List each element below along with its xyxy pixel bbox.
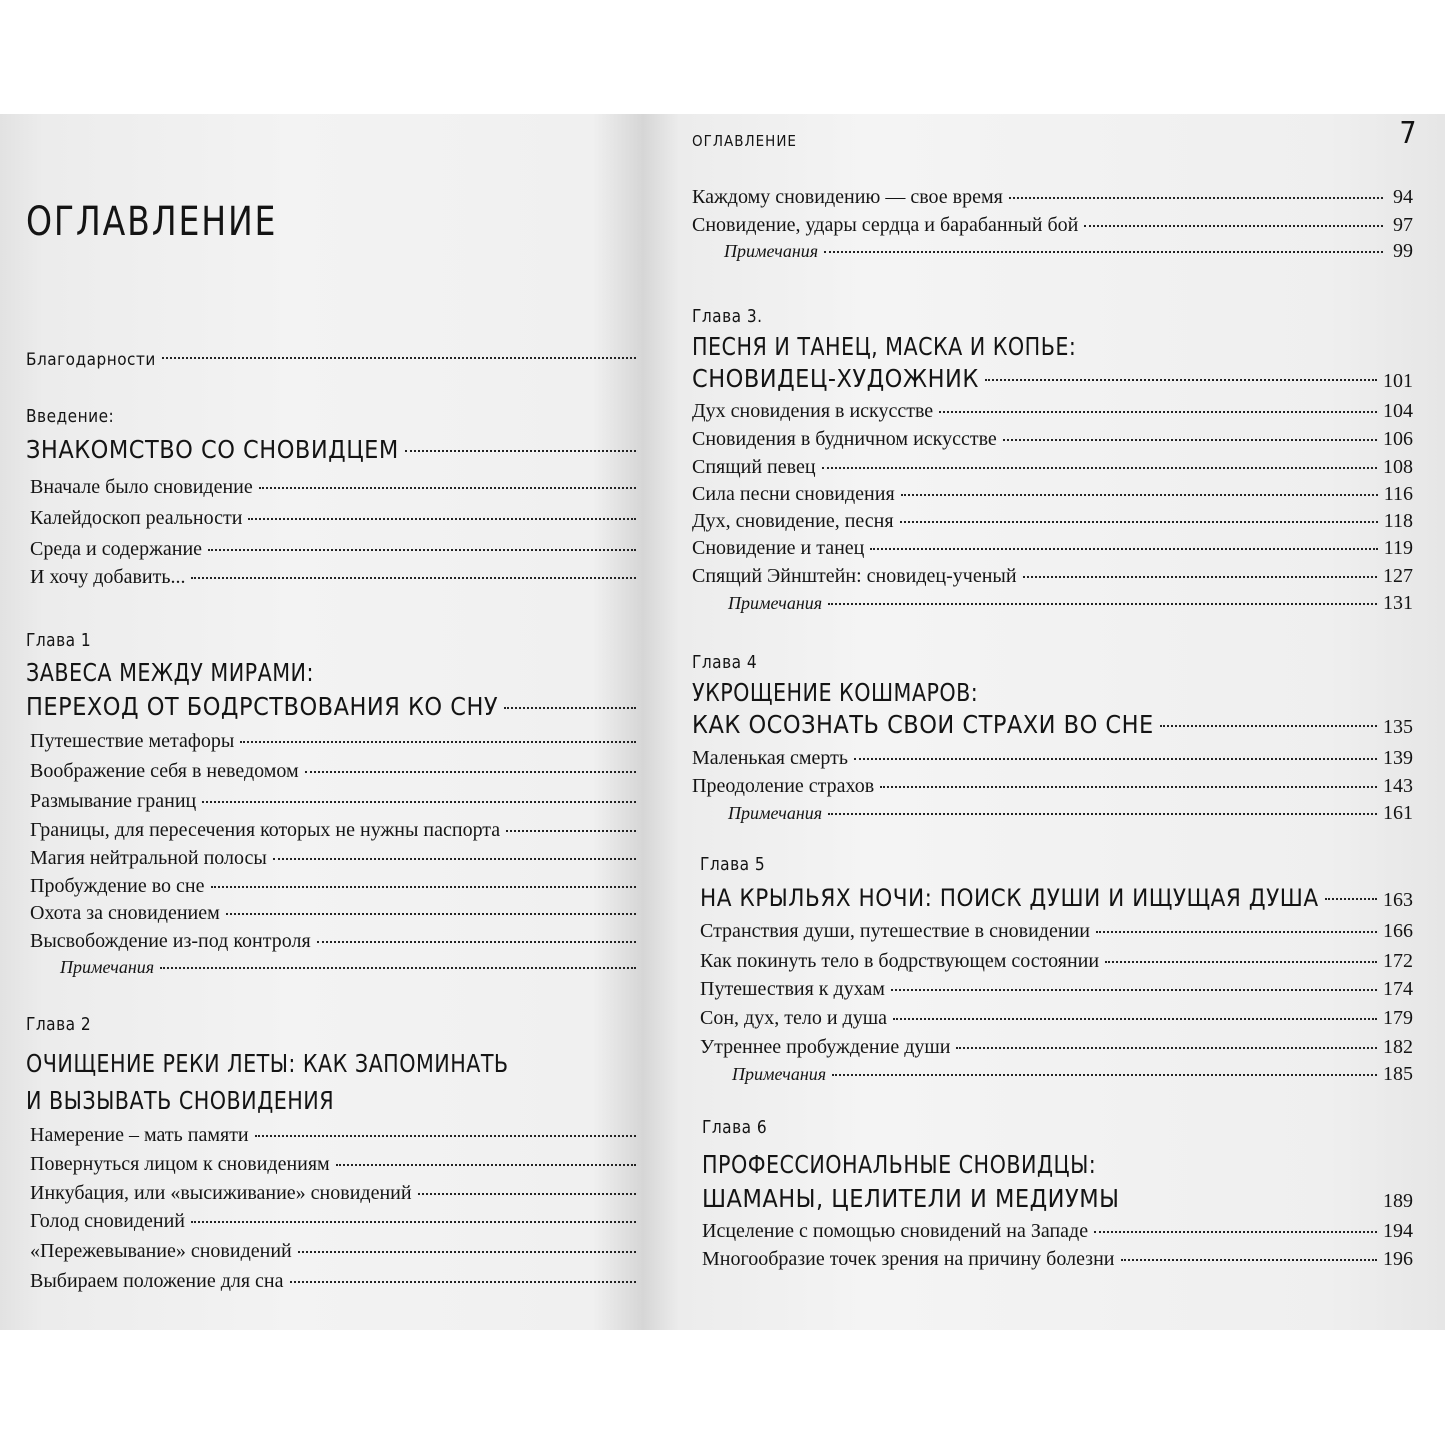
chapter-1-title: ЗАВЕСА МЕЖДУ МИРАМИ: (26, 658, 314, 687)
dot-leader (1084, 225, 1383, 227)
section-title: КАК ОСОЗНАТЬ СВОИ СТРАХИ ВО СНЕ (692, 710, 1154, 739)
dot-leader (226, 913, 636, 915)
right-page (668, 114, 1445, 1330)
toc-entry[interactable] (700, 978, 1413, 1001)
toc-entry-text: Путешествие метафоры (30, 730, 235, 752)
dot-leader (506, 830, 636, 832)
chapter-2-label: Глава 2 (26, 1014, 92, 1035)
toc-page-number: 166 (1383, 920, 1413, 942)
toc-entry-text: Вначале было сновидение (30, 476, 253, 498)
chapter-6-label: Глава 6 (702, 1117, 768, 1138)
toc-entry-text: Воображение себя в неведомом (30, 760, 299, 782)
toc-page-number: 116 (1383, 483, 1413, 505)
dot-leader (901, 494, 1378, 496)
toc-page-number: 135 (1383, 716, 1413, 738)
dot-leader (1121, 1259, 1378, 1261)
toc-entry-text: Намерение – мать памяти (30, 1124, 249, 1146)
toc-page-number: 97 (1393, 214, 1413, 236)
toc-page-number: 139 (1383, 747, 1413, 769)
toc-entry[interactable] (692, 747, 1413, 770)
dot-leader (891, 989, 1377, 991)
dot-leader (854, 758, 1377, 760)
dot-leader (1023, 576, 1377, 578)
toc-entry[interactable] (30, 1270, 642, 1293)
dot-leader (1003, 439, 1377, 441)
toc-entry[interactable] (692, 456, 1413, 479)
dot-leader (504, 707, 636, 709)
dot-leader (418, 1193, 636, 1195)
dot-leader (1009, 197, 1383, 199)
toc-entry[interactable] (702, 1220, 1413, 1243)
dot-leader (832, 1074, 1377, 1076)
toc-entry-text: Примечания (728, 803, 823, 823)
toc-entry-text: Размывание границ (30, 790, 197, 812)
chapter-3-title: ПЕСНЯ И ТАНЕЦ, МАСКА И КОПЬЕ: (692, 332, 1077, 361)
dot-leader (1094, 1231, 1377, 1233)
dot-leader (259, 487, 636, 489)
toc-page-number: 179 (1383, 1007, 1413, 1029)
dot-leader (939, 411, 1377, 413)
dot-leader (1105, 961, 1377, 963)
toc-entry[interactable] (692, 537, 1413, 560)
dot-leader (828, 603, 1377, 605)
toc-entry[interactable] (30, 1210, 642, 1233)
dot-leader (160, 967, 636, 969)
dot-leader (828, 813, 1377, 815)
toc-entry[interactable] (30, 1240, 642, 1263)
toc-entry[interactable] (30, 819, 642, 842)
toc-entry[interactable] (30, 790, 642, 813)
toc-page-number: 163 (1383, 889, 1413, 911)
dot-leader (317, 941, 636, 943)
toc-notes[interactable] (60, 957, 642, 978)
toc-page-number: 161 (1383, 802, 1413, 824)
toc-entry[interactable] (700, 1007, 1413, 1030)
toc-page-number: 104 (1383, 400, 1413, 422)
toc-entry-text: Спящий Эйнштейн: сновидец-ученый (692, 565, 1017, 587)
toc-entry[interactable] (30, 760, 642, 783)
toc-entry-text: Повернуться лицом к сновидениям (30, 1153, 330, 1175)
toc-notes[interactable] (732, 1063, 1413, 1086)
toc-page-number: 196 (1383, 1248, 1413, 1270)
toc-entry-text: Странствия души, путешествие в сновидении (700, 920, 1090, 942)
dot-leader (211, 886, 636, 888)
dot-leader (893, 1018, 1377, 1020)
chapter-2-title: ОЧИЩЕНИЕ РЕКИ ЛЕТЫ: КАК ЗАПОМИНАТЬ (26, 1049, 509, 1078)
dot-leader (255, 1135, 636, 1137)
book-spread (0, 114, 1445, 1330)
toc-page-number: 118 (1383, 510, 1413, 532)
toc-page-number: 101 (1383, 370, 1413, 392)
toc-entry-text: И хочу добавить... (30, 566, 186, 588)
toc-entry-text: Выбираем положение для сна (30, 1270, 284, 1292)
chapter-6-title: ПРОФЕССИОНАЛЬНЫЕ СНОВИДЦЫ: (702, 1150, 1097, 1179)
toc-page-number: 94 (1393, 186, 1413, 208)
dot-leader (336, 1164, 636, 1166)
toc-entry-text: Примечания (60, 957, 155, 977)
chapter-3-label: Глава 3. (692, 306, 763, 327)
chapter-2-title: И ВЫЗЫВАТЬ СНОВИДЕНИЯ (26, 1086, 335, 1115)
toc-entry-text: Сновидение, удары сердца и барабанный бой (692, 214, 1079, 236)
dot-leader (880, 786, 1377, 788)
toc-entry[interactable] (30, 902, 642, 925)
section-title: ЗНАКОМСТВО СО СНОВИДЦЕМ (26, 435, 399, 464)
chapter-4-label: Глава 4 (692, 652, 758, 673)
dot-leader (1125, 1199, 1377, 1201)
toc-notes[interactable] (724, 240, 1413, 263)
toc-page-number: 172 (1383, 950, 1413, 972)
dot-leader (956, 1047, 1377, 1049)
dot-leader (824, 251, 1383, 253)
dot-leader (191, 577, 636, 579)
toc-entry-text: Исцеление с помощью сновидений на Западе (702, 1220, 1089, 1242)
toc-entry[interactable] (692, 775, 1413, 798)
toc-notes[interactable] (728, 592, 1413, 615)
toc-entry[interactable] (692, 565, 1413, 588)
dot-leader (208, 549, 636, 551)
toc-entry-text: Как покинуть тело в бодрствующем состоянии (700, 950, 1100, 972)
section-title: ПЕРЕХОД ОТ БОДРСТВОВАНИЯ КО СНУ (26, 692, 499, 721)
toc-chapter-4-title[interactable] (692, 710, 1413, 739)
intro-label: Введение: (26, 406, 115, 427)
toc-entry[interactable] (30, 538, 642, 561)
toc-entry[interactable] (700, 920, 1413, 943)
toc-page-number: 143 (1383, 775, 1413, 797)
dot-leader (191, 1221, 636, 1223)
toc-entry-text: Среда и содержание (30, 538, 203, 560)
toc-entry-label: Благодарности (26, 350, 156, 370)
toc-entry[interactable] (30, 566, 642, 589)
toc-entry-text: Охота за сновидением (30, 902, 220, 924)
toc-chapter-5-title[interactable] (700, 884, 1413, 912)
toc-page-number: 182 (1383, 1036, 1413, 1058)
toc-entry[interactable] (692, 186, 1413, 209)
toc-page-number: 99 (1393, 240, 1413, 262)
section-title: ШАМАНЫ, ЦЕЛИТЕЛИ И МЕДИУМЫ (702, 1184, 1120, 1213)
toc-entry[interactable] (30, 730, 642, 753)
page-title: ОГЛАВЛЕНИЕ (26, 199, 278, 245)
toc-entry[interactable] (30, 847, 642, 870)
toc-entry-text: Высвобождение из-под контроля (30, 930, 311, 952)
left-page (0, 114, 654, 1330)
toc-entry-text: Инкубация, или «высиживание» сновидений (30, 1182, 412, 1204)
toc-chapter-3-title[interactable] (692, 364, 1413, 393)
toc-entry-text: Сновидения в будничном искусстве (692, 428, 997, 450)
toc-entry[interactable] (700, 1036, 1413, 1059)
section-title: СНОВИДЕЦ-ХУДОЖНИК (692, 364, 979, 393)
toc-entry-text: «Пережевывание» сновидений (30, 1240, 292, 1262)
toc-entry-text: Сила песни сновидения (692, 483, 895, 505)
toc-entry[interactable] (30, 476, 642, 499)
toc-entry-text: Сон, дух, тело и душа (700, 1007, 887, 1029)
toc-page-number: 131 (1383, 592, 1413, 614)
toc-notes[interactable] (728, 802, 1413, 825)
toc-entry-text: Маленькая смерть (692, 747, 849, 769)
toc-entry-text: Путешествия к духам (700, 978, 885, 1000)
dot-leader (248, 518, 636, 520)
toc-entry[interactable] (30, 507, 642, 530)
toc-entry[interactable] (692, 510, 1413, 533)
dot-leader (1160, 725, 1377, 727)
toc-entry-text: Калейдоскоп реальности (30, 507, 243, 529)
toc-acknowledgements[interactable] (26, 350, 642, 370)
dot-leader (405, 450, 636, 452)
dot-leader (870, 548, 1377, 550)
toc-entry[interactable] (30, 1124, 642, 1147)
toc-entry-text: Магия нейтральной полосы (30, 847, 267, 869)
toc-entry-text: Преодоление страхов (692, 775, 875, 797)
toc-entry-text: Дух, сновидение, песня (692, 510, 894, 532)
dot-leader (822, 467, 1377, 469)
toc-entry[interactable] (692, 214, 1413, 237)
toc-entry-text: Примечания (724, 241, 819, 261)
dot-leader (1325, 898, 1377, 900)
toc-page-number: 127 (1383, 565, 1413, 587)
dot-leader (305, 771, 636, 773)
toc-entry[interactable] (30, 1182, 642, 1205)
toc-entry-text: Дух сновидения в искусстве (692, 400, 934, 422)
toc-entry[interactable] (692, 400, 1413, 423)
toc-chapter-6-title[interactable] (702, 1184, 1413, 1213)
toc-entry[interactable] (702, 1248, 1413, 1271)
toc-chapter-1-title[interactable] (26, 692, 642, 721)
chapter-4-title: УКРОЩЕНИЕ КОШМАРОВ: (692, 678, 979, 707)
toc-page-number: 174 (1383, 978, 1413, 1000)
dot-leader (1096, 931, 1377, 933)
toc-entry[interactable] (700, 950, 1413, 973)
toc-page-number: 108 (1383, 456, 1413, 478)
dot-leader (273, 858, 636, 860)
page-number: 7 (1399, 116, 1417, 151)
toc-entry-text: Утреннее пробуждение души (700, 1036, 951, 1058)
toc-entry-text: Каждому сновидению — свое время (692, 186, 1003, 208)
section-title: НА КРЫЛЬЯХ НОЧИ: ПОИСК ДУШИ И ИЩУЩАЯ ДУША (700, 884, 1319, 912)
dot-leader (985, 379, 1377, 381)
toc-entry-text: Пробуждение во сне (30, 875, 205, 897)
toc-entry[interactable] (30, 1153, 642, 1176)
toc-page-number: 119 (1383, 537, 1413, 559)
dot-leader (202, 801, 636, 803)
toc-entry-text: Спящий певец (692, 456, 816, 478)
dot-leader (240, 741, 636, 743)
dot-leader (290, 1281, 636, 1283)
dot-leader (162, 357, 636, 359)
toc-entry-text: Границы, для пересечения которых не нужны паспорта (30, 819, 501, 841)
dot-leader (298, 1251, 636, 1253)
toc-page-number: 185 (1383, 1063, 1413, 1085)
chapter-5-label: Глава 5 (700, 854, 766, 875)
dot-leader (900, 521, 1378, 523)
running-head: ОГЛАВЛЕНИЕ (692, 132, 797, 150)
toc-entry[interactable] (30, 875, 642, 898)
toc-entry[interactable] (692, 483, 1413, 506)
toc-entry-text: Сновидение и танец (692, 537, 865, 559)
toc-page-number: 106 (1383, 428, 1413, 450)
toc-entry-text: Примечания (732, 1064, 827, 1084)
toc-entry[interactable] (692, 428, 1413, 451)
toc-intro-title[interactable] (26, 435, 642, 464)
toc-entry-text: Многообразие точек зрения на причину болезни (702, 1248, 1115, 1270)
chapter-1-label: Глава 1 (26, 630, 92, 651)
toc-entry[interactable] (30, 930, 642, 953)
toc-entry-text: Примечания (728, 593, 823, 613)
toc-page-number: 189 (1383, 1190, 1413, 1212)
toc-page-number: 194 (1383, 1220, 1413, 1242)
toc-entry-text: Голод сновидений (30, 1210, 186, 1232)
